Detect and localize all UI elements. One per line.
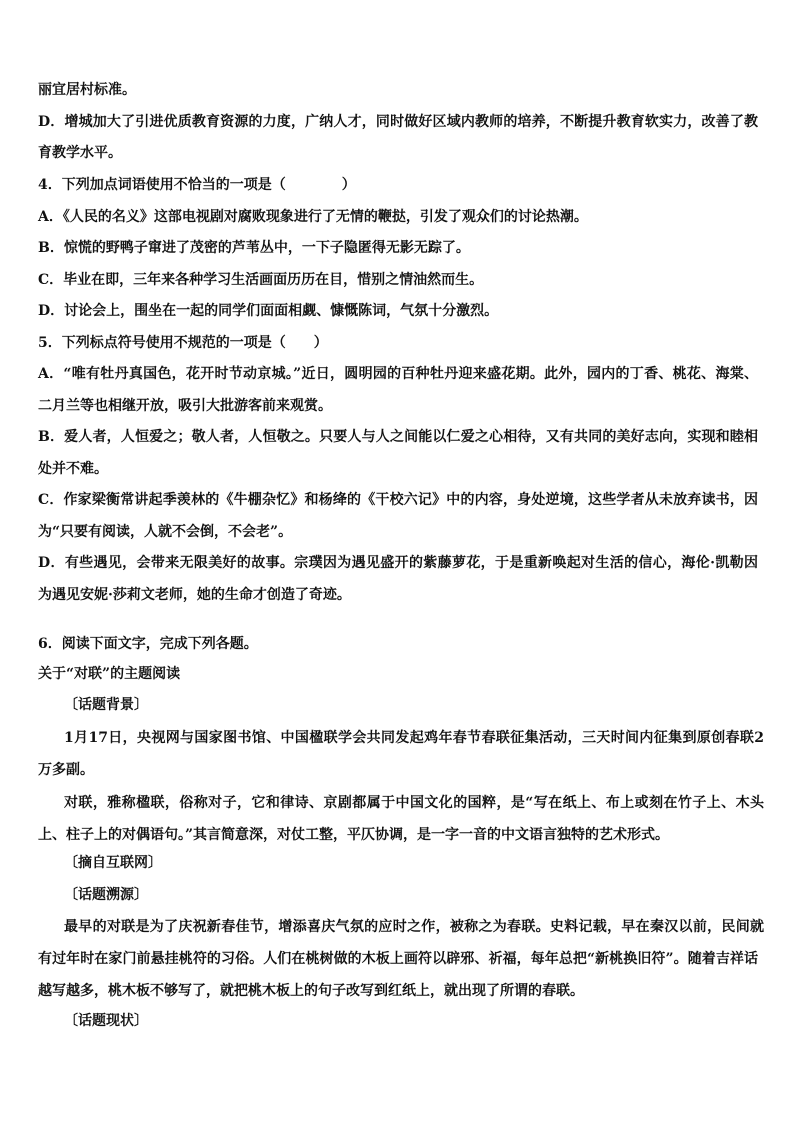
background-p1-line2: 万多副。 [38, 762, 94, 778]
q3-option-d-line2: 育教学水平。 [38, 145, 122, 161]
background-p2-line2: 上、柱子上的对偶语句。”其言简意深，对仗工整，平仄协调，是一字一音的中文语言独特的艺术形式。 [38, 827, 670, 843]
q4-option-a: A．《人民的名义》这部电视剧对腐败现象进行了无情的鞭挞，引发了观众们的讨论热潮。 [38, 209, 588, 225]
section-heading-background: 〔话题背景〕 [64, 697, 148, 713]
q5-option-d-line2: 为遇见安妮·莎莉文老师，她的生命才创造了奇迹。 [38, 587, 351, 603]
section-heading-origin: 〔话题溯源〕 [64, 887, 148, 903]
origin-p1-line3: 越写越多，桃木板不够写了，就把桃木板上的句子改写到红纸上，就出现了所谓的春联。 [38, 983, 584, 999]
q4-option-c: C．毕业在即，三年来各种学习生活画面历历在目，惜别之情油然而生。 [38, 272, 484, 288]
q5-option-c-line2: 为“只要有阅读，人就不会倒，不会老”。 [38, 524, 293, 540]
origin-p1-line1: 最早的对联是为了庆祝新春佳节，增添喜庆气氛的应时之作，被称之为春联。史料记载，早在秦汉以前，民间就 [64, 919, 764, 935]
background-p1-line1: 1月17日，央视网与国家图书馆、中国楹联学会共同发起鸡年春节春联征集活动，三天时间内征集到原创春联2 [64, 730, 764, 746]
q6-stem: 6．阅读下面文字，完成下列各题。 [38, 636, 258, 652]
q4-option-d: D．讨论会上，围坐在一起的同学们面面相觑、慷慨陈词，气氛十分激烈。 [38, 303, 499, 319]
q3-option-d-line1: D．增城加大了引进优质教育资源的力度，广纳人才，同时做好区域内教师的培养，不断提升教育软实力，改善了教 [38, 114, 758, 130]
q5-option-a-line2: 二月兰等也相继开放，吸引大批游客前来观赏。 [38, 398, 332, 414]
q4-stem: 4．下列加点词语使用不恰当的一项是（ ） [38, 177, 356, 193]
q5-option-d-line1: D．有些遇见，会带来无限美好的故事。宗璞因为遇见盛开的紫藤萝花，于是重新唤起对生活的信心，海伦·凯勒因 [38, 555, 758, 571]
q5-option-b-line2: 处并不难。 [38, 461, 108, 477]
q5-option-c-line1: C．作家梁衡常讲起季羡林的《牛棚杂忆》和杨绛的《干校六记》中的内容，身处逆境，这些学者从未放弃读书，因 [38, 492, 758, 508]
q4-option-b: B．惊慌的野鸭子窜进了茂密的芦苇丛中，一下子隐匿得无影无踪了。 [38, 240, 470, 256]
origin-p1-line2: 有过年时在家门前悬挂桃符的习俗。人们在桃树做的木板上画符以辟邪、祈福，每年总把“新桃换旧符”。随着吉祥话 [38, 951, 758, 967]
reading-title: 关于“对联”的主题阅读 [38, 666, 181, 682]
q5-option-b-line1: B．爱人者，人恒爱之；敬人者，人恒敬之。只要人与人之间能以仁爱之心相待，又有共同的美好志向，实现和睦相 [38, 429, 758, 445]
q5-stem: 5．下列标点符号使用不规范的一项是（ ） [38, 335, 328, 351]
q5-option-a-line1: A．“唯有牡丹真国色，花开时节动京城。”近日，圆明园的百种牡丹迎来盛花期。此外，园内的丁香、桃花、海棠、 [38, 366, 758, 382]
q3-option-c-continued: 丽宜居村标准。 [38, 82, 136, 98]
section-heading-current: 〔话题现状〕 [64, 1013, 148, 1029]
source-note: 〔摘自互联网〕 [64, 855, 162, 871]
background-p2-line1: 对联，雅称楹联，俗称对子，它和律诗、京剧都属于中国文化的国粹，是“写在纸上、布上或刻在竹子上、木头 [64, 795, 764, 811]
